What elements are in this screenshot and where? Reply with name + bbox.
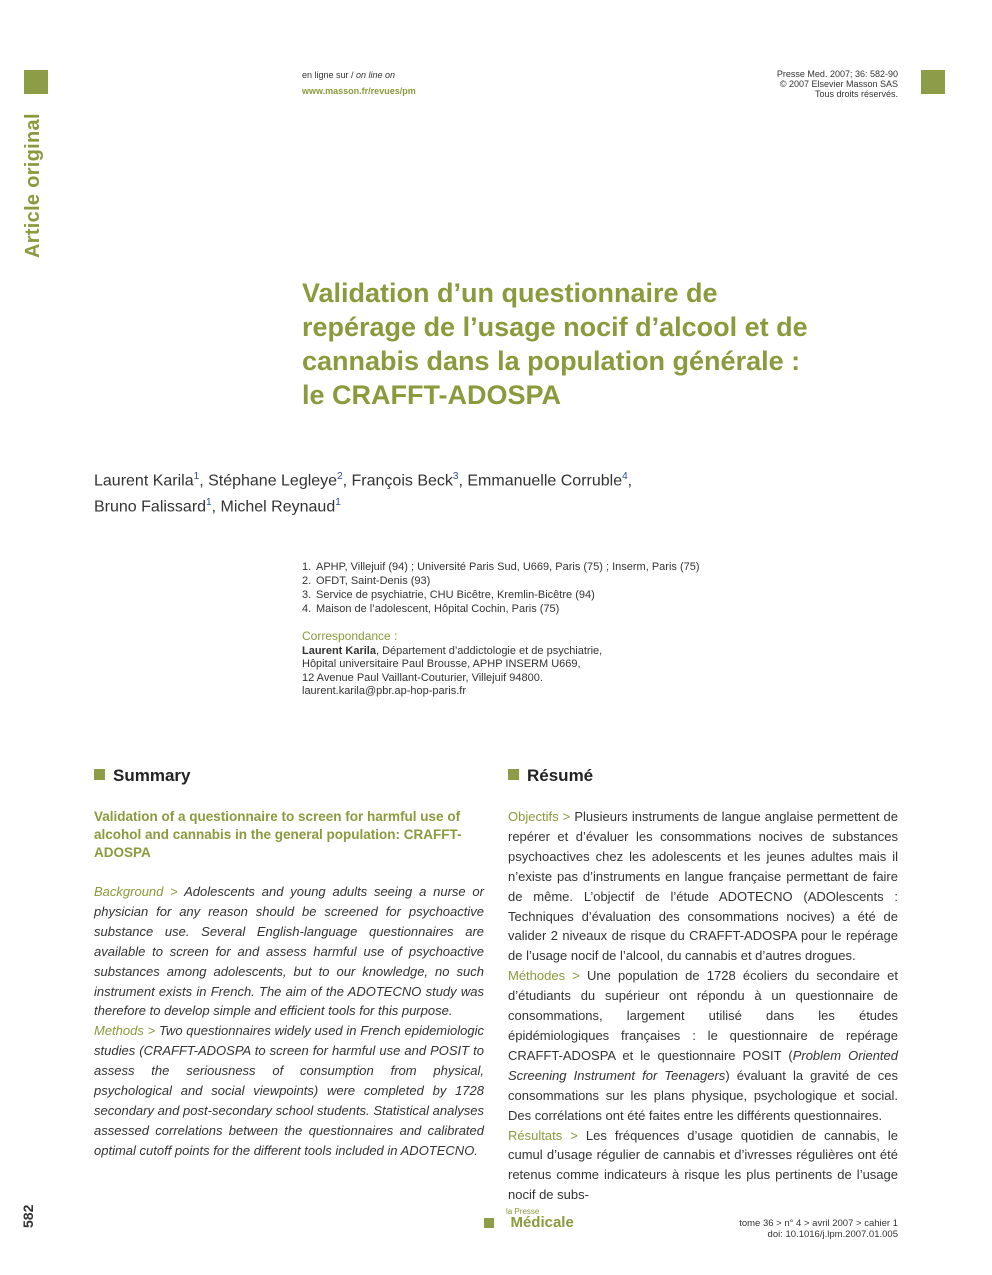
summary-heading: Summary — [94, 766, 190, 786]
journal-logo — [484, 1207, 574, 1232]
online-italic: on line on — [356, 70, 396, 80]
correspondence-name: Laurent Karila — [302, 644, 376, 657]
correspondence-email[interactable]: laurent.karila@pbr.ap-hop-paris.fr — [302, 685, 467, 697]
green-square-marker-left — [24, 70, 48, 94]
author: Bruno Falissard — [94, 498, 207, 516]
author-affiliation-ref[interactable]: 1 — [335, 497, 341, 509]
author: Michel Reynaud — [220, 498, 336, 516]
author-affiliation-ref[interactable]: 2 — [337, 471, 343, 482]
logo-small-text: la Presse — [506, 1207, 540, 1216]
journal-url[interactable]: www.masson.fr/revues/pm — [302, 86, 416, 96]
summary-body — [94, 882, 484, 1161]
summary-background: Background > Adolescents and young adults seeing a nurse or physician for any reason should be screened for psychoactive substance use. Several English-language questionnaires are available to screen for and assess harmful use of psychoactive substances among adolescents, but to our knowledge, no such instrument exists in French. The aim of the ADOTECNO study was therefore to develop simple and efficient tools for this purpose. — [94, 884, 484, 1019]
resume-objectifs: Objectifs > Plusieurs instruments de langue anglaise permettent de repérer et d’évaluer les consommations nocives de substances psychoactives chez les adolescents et les jeunes adultes mais il n’existe pas d’instruments en langue française permettant de faire de même. L’objectif de l’étude ADOTECNO (ADOlescents : Techniques d’évaluation des consommations nocives) a été de valider 2 niveaux de risque du CRAFFT-ADOSPA pour le repérage de l’usage nocif de l’alcool, du cannabis et d’autres drogues. — [508, 809, 898, 964]
author: Laurent Karila — [94, 472, 194, 490]
correspondence-block: Correspondance : Laurent Karila, Département d’addictologie et de psychiatrie, Hôpital universitaire Paul Brousse, APHP INSERM U669, 12 Avenue Paul Vaillant-Couturier, Villejuif 94800. laurent.karila@pbr.ap-hop-paris.fr — [302, 629, 603, 697]
author: Emmanuelle Corruble — [467, 472, 623, 490]
article-title: Validation d’un questionnaire de repérage de l’usage nocif d’alcool et de cannabis dans la population générale : le CRAFFT-ADOSPA — [302, 278, 808, 410]
correspondence-label: Correspondance : — [302, 629, 398, 643]
online-availability — [302, 70, 416, 96]
author-affiliation-ref[interactable]: 3 — [452, 471, 459, 482]
author: François Beck — [351, 472, 453, 490]
page-number: 582 — [20, 1204, 36, 1228]
resume-resultats: Résultats > Les fréquences d’usage quotidien de cannabis, le cumul d’usage régulier de cannabis et d’ivresses régulières ont été retenus comme indicateurs à risque les plus pertinents de l’usage nocif de subs- — [508, 1127, 898, 1203]
doi-line[interactable]: doi: 10.1016/j.lpm.2007.01.005 — [767, 1229, 898, 1240]
online-prefix: en ligne sur / — [302, 70, 357, 80]
author-affiliation-ref[interactable]: 4 — [622, 471, 628, 482]
journal-reference — [777, 69, 898, 99]
ref-line: Tous droits réservés. — [814, 89, 898, 99]
author-affiliation-ref[interactable]: 1 — [193, 471, 200, 482]
logo-big-text: Médicale — [510, 1214, 574, 1231]
summary-subtitle: Validation of a questionnaire to screen for harmful use of alcohol and cannabis in the general population: CRAFFT-ADOSPA — [94, 809, 462, 860]
article-type-label: Article original — [22, 113, 44, 258]
ref-line: Presse Med. 2007; 36: 582-90 — [776, 69, 898, 79]
author-affiliation-ref[interactable]: 1 — [206, 497, 212, 509]
correspondence-address: 12 Avenue Paul Vaillant-Couturier, Villejuif 94800. — [302, 671, 543, 684]
affiliation-list — [302, 560, 700, 616]
resume-heading: Résumé — [508, 766, 593, 786]
issue-reference — [739, 1218, 898, 1240]
correspondence-address: Hôpital universitaire Paul Brousse, APHP INSERM U669, — [302, 658, 581, 670]
author: Stéphane Legleye — [208, 472, 338, 490]
summary-methods: Methods > Two questionnaires widely used in French epidemiologic studies (CRAFFT-ADOSPA to screen for harmful use and POSIT to assess the seriousness of consumption from physical, psychological and social viewpoints) were completed by 1728 secondary and post-secondary school students. Statistical analyses assessed correlations between the questionnaires and calibrated optimal cutoff points for the different tools included in ADOTECNO. — [94, 1023, 484, 1158]
ref-line: © 2007 Elsevier Masson SAS — [779, 79, 898, 89]
square-bullet-icon — [508, 769, 519, 780]
resume-body — [508, 807, 898, 1205]
resume-methodes: Méthodes > Une population de 1728 écoliers du secondaire et d’étudiants du supérieur ont répondu à un questionnaire de consommations, largement utilisé dans les études épidémiologiques françaises : le questionnaire de repérage CRAFFT-ADOSPA et le questionnaire POSIT (Problem Oriented Screening Instrument for Teenagers) évaluant la gravité de ces consommations sur les plans physique, psychologique et social. Des corrélations ont été faites entre les différents questionnaires. — [508, 968, 899, 1123]
author-list: Laurent Karila$^1$, Stéphane Legleye$^2$, François Beck$^3$, Emmanuelle Corruble$^4$, Bruno Falissard$^1$, Michel Reynaud$^1$ — [94, 471, 633, 516]
affiliation-item: 4. Maison de l’adolescent, Hôpital Cochin, Paris (75) — [302, 603, 560, 615]
affiliation-item: 3. Service de psychiatrie, CHU Bicêtre, Kremlin-Bicêtre (94) — [302, 589, 595, 601]
affiliation-item: 1. APHP, Villejuif (94) ; Université Paris Sud, U669, Paris (75) ; Inserm, Paris (75) — [302, 561, 700, 573]
green-square-marker-right — [921, 70, 945, 94]
issue-line: tome 36 > n° 4 > avril 2007 > cahier 1 — [739, 1218, 898, 1229]
affiliation-item: 2. OFDT, Saint-Denis (93) — [302, 575, 431, 587]
logo-square-icon — [484, 1218, 494, 1228]
square-bullet-icon — [94, 769, 105, 780]
